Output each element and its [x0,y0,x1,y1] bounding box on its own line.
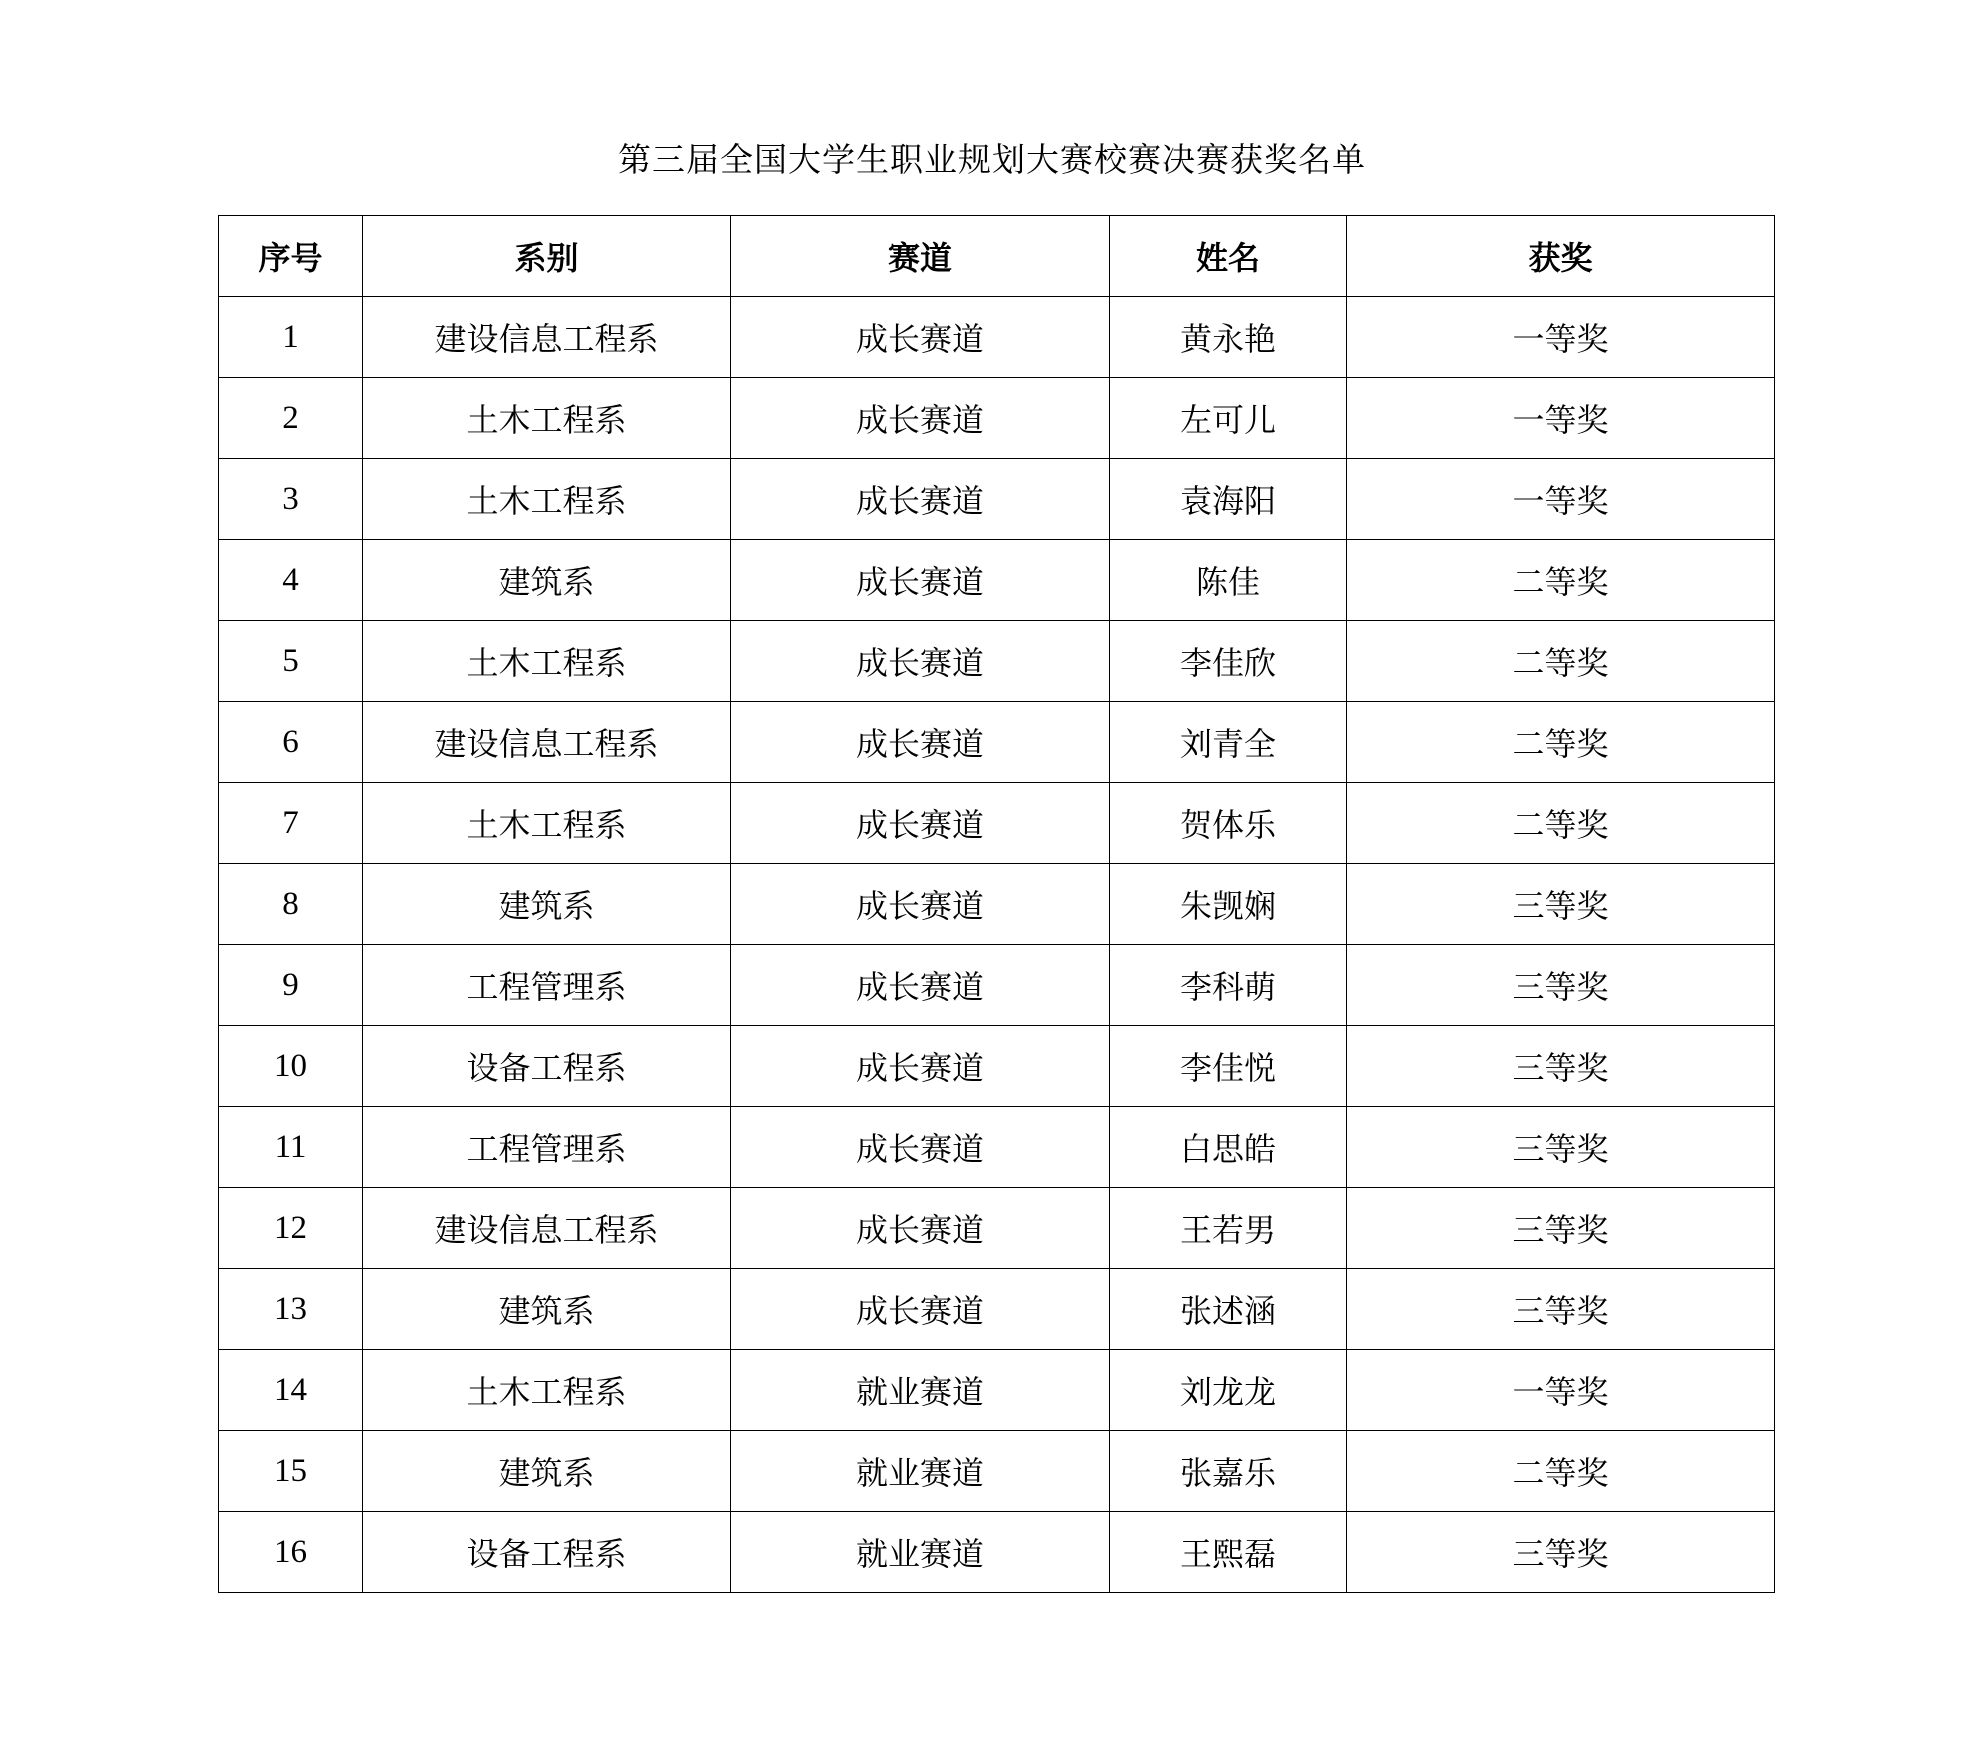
table-body [219,297,1775,1593]
cell-award: 一等奖 [1347,378,1775,459]
cell-award: 二等奖 [1347,621,1775,702]
cell-index: 1 [219,297,363,378]
header-department: 系别 [363,216,731,297]
cell-index: 4 [219,540,363,621]
table-row [219,378,1775,459]
cell-track: 成长赛道 [731,1026,1110,1107]
cell-name: 刘龙龙 [1110,1350,1347,1431]
cell-index: 5 [219,621,363,702]
cell-name: 王熙磊 [1110,1512,1347,1593]
cell-index: 7 [219,783,363,864]
cell-name: 贺体乐 [1110,783,1347,864]
cell-department: 建设信息工程系 [363,297,731,378]
table-row [219,1269,1775,1350]
table-row [219,297,1775,378]
cell-track: 成长赛道 [731,297,1110,378]
header-track: 赛道 [731,216,1110,297]
table-row [219,864,1775,945]
table-row [219,702,1775,783]
cell-award: 一等奖 [1347,1350,1775,1431]
cell-award: 三等奖 [1347,945,1775,1026]
table-row [219,1431,1775,1512]
cell-award: 三等奖 [1347,1026,1775,1107]
cell-name: 陈佳 [1110,540,1347,621]
cell-track: 成长赛道 [731,540,1110,621]
cell-track: 就业赛道 [731,1350,1110,1431]
cell-name: 黄永艳 [1110,297,1347,378]
table-row [219,945,1775,1026]
table-row [219,1512,1775,1593]
cell-name: 李佳欣 [1110,621,1347,702]
cell-track: 成长赛道 [731,378,1110,459]
cell-track: 就业赛道 [731,1512,1110,1593]
cell-track: 成长赛道 [731,621,1110,702]
table-row [219,783,1775,864]
cell-department: 土木工程系 [363,783,731,864]
cell-department: 土木工程系 [363,621,731,702]
cell-index: 10 [219,1026,363,1107]
cell-award: 一等奖 [1347,459,1775,540]
cell-track: 成长赛道 [731,945,1110,1026]
cell-name: 左可儿 [1110,378,1347,459]
cell-track: 成长赛道 [731,1188,1110,1269]
cell-index: 12 [219,1188,363,1269]
cell-index: 2 [219,378,363,459]
cell-name: 王若男 [1110,1188,1347,1269]
cell-award: 二等奖 [1347,783,1775,864]
cell-award: 二等奖 [1347,702,1775,783]
cell-index: 13 [219,1269,363,1350]
cell-department: 土木工程系 [363,378,731,459]
cell-award: 二等奖 [1347,1431,1775,1512]
cell-name: 白思皓 [1110,1107,1347,1188]
cell-name: 袁海阳 [1110,459,1347,540]
cell-track: 成长赛道 [731,783,1110,864]
cell-award: 一等奖 [1347,297,1775,378]
cell-index: 14 [219,1350,363,1431]
page-title: 第三届全国大学生职业规划大赛校赛决赛获奖名单 [618,140,1366,179]
cell-name: 张述涵 [1110,1269,1347,1350]
cell-department: 建筑系 [363,864,731,945]
cell-index: 15 [219,1431,363,1512]
cell-department: 建设信息工程系 [363,702,731,783]
cell-department: 工程管理系 [363,945,731,1026]
cell-index: 16 [219,1512,363,1593]
cell-track: 成长赛道 [731,1107,1110,1188]
cell-track: 成长赛道 [731,864,1110,945]
cell-award: 三等奖 [1347,1107,1775,1188]
cell-department: 土木工程系 [363,1350,731,1431]
cell-index: 9 [219,945,363,1026]
cell-index: 8 [219,864,363,945]
cell-index: 6 [219,702,363,783]
header-name: 姓名 [1110,216,1347,297]
cell-award: 三等奖 [1347,1269,1775,1350]
header-row [219,216,1775,297]
cell-name: 刘青全 [1110,702,1347,783]
cell-department: 设备工程系 [363,1026,731,1107]
table-row [219,1350,1775,1431]
cell-department: 建筑系 [363,1269,731,1350]
cell-track: 成长赛道 [731,1269,1110,1350]
cell-track: 就业赛道 [731,1431,1110,1512]
cell-department: 工程管理系 [363,1107,731,1188]
cell-name: 李科萌 [1110,945,1347,1026]
cell-department: 建筑系 [363,1431,731,1512]
cell-track: 成长赛道 [731,459,1110,540]
cell-department: 设备工程系 [363,1512,731,1593]
cell-department: 建筑系 [363,540,731,621]
header-index: 序号 [219,216,363,297]
cell-award: 三等奖 [1347,1512,1775,1593]
cell-index: 3 [219,459,363,540]
cell-track: 成长赛道 [731,702,1110,783]
cell-department: 建设信息工程系 [363,1188,731,1269]
table-row [219,540,1775,621]
table-row [219,459,1775,540]
cell-department: 土木工程系 [363,459,731,540]
cell-index: 11 [219,1107,363,1188]
cell-name: 李佳悦 [1110,1026,1347,1107]
cell-name: 朱觊娴 [1110,864,1347,945]
cell-award: 三等奖 [1347,1188,1775,1269]
header-award: 获奖 [1347,216,1775,297]
table-row [219,1107,1775,1188]
table-header [219,216,1775,297]
awards-table [218,215,1775,1593]
table-row [219,621,1775,702]
cell-award: 二等奖 [1347,540,1775,621]
cell-name: 张嘉乐 [1110,1431,1347,1512]
table-row [219,1026,1775,1107]
cell-award: 三等奖 [1347,864,1775,945]
table-row [219,1188,1775,1269]
